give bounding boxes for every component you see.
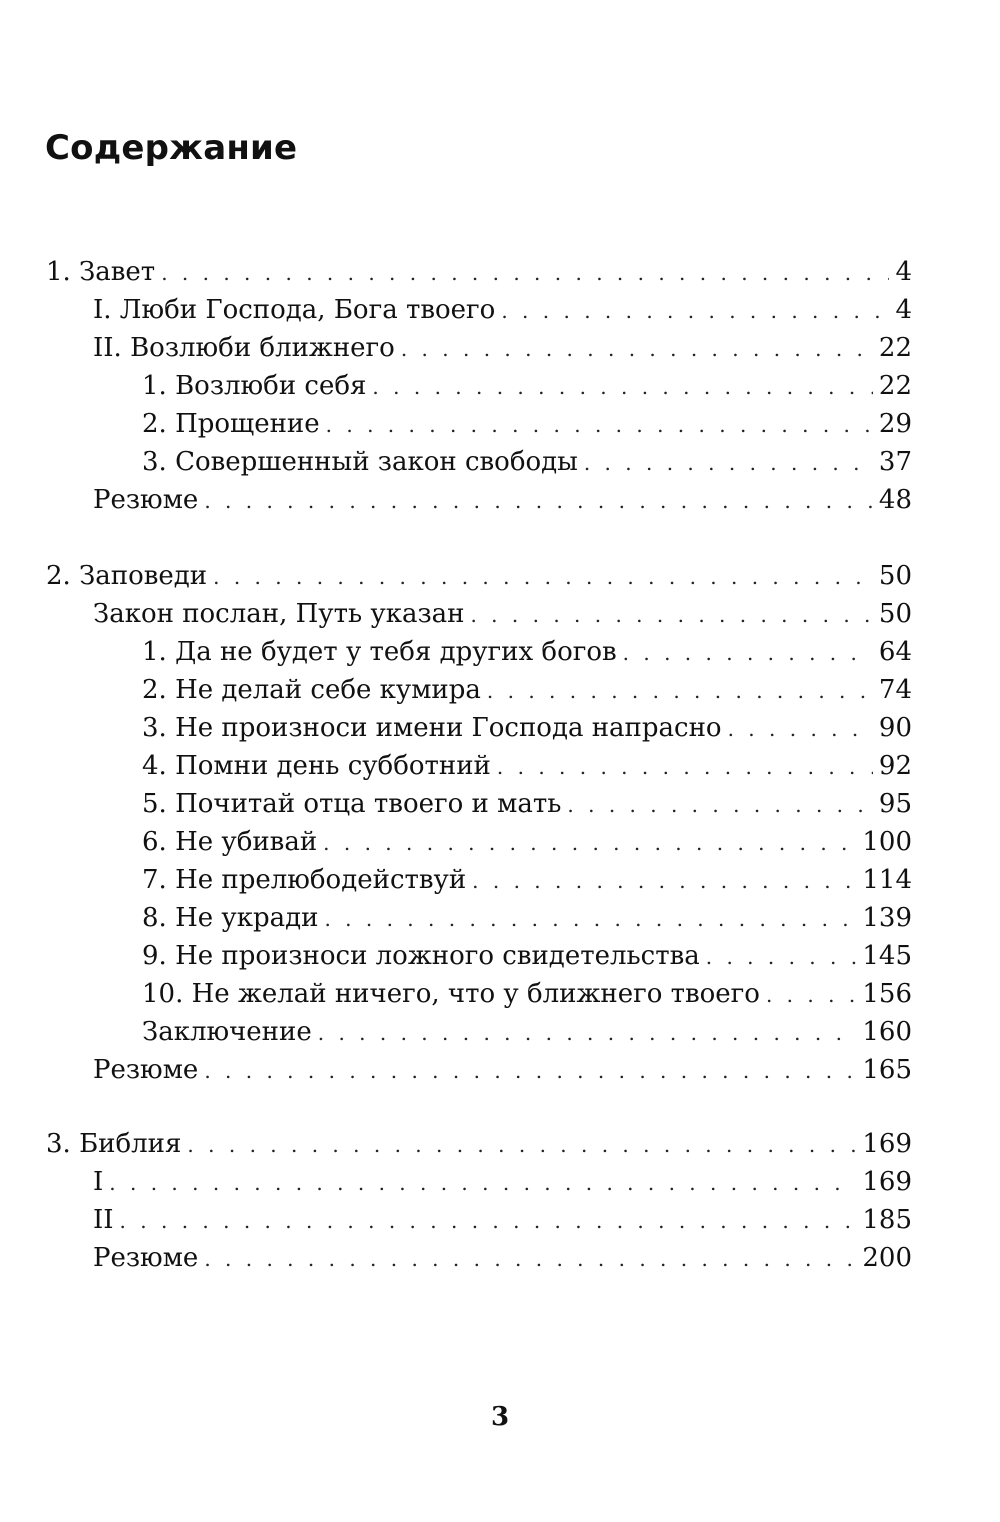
toc-entry-love-god[interactable]: [93, 292, 912, 328]
dot-leader: [487, 673, 873, 709]
toc-entry-commandment-9[interactable]: [142, 938, 912, 974]
toc-entry-summary-2[interactable]: [93, 1052, 912, 1088]
page-title: Содержание: [45, 128, 298, 168]
toc-entry-page: 74: [878, 675, 912, 705]
toc-entry-bible[interactable]: [46, 1126, 912, 1162]
toc-entry-label: II. Возлюби ближнего: [93, 333, 395, 363]
toc-entry-love-self[interactable]: [142, 368, 912, 404]
toc-entry-label: 2. Не делай себе кумира: [142, 675, 481, 705]
dot-leader: [472, 863, 856, 899]
dot-leader: [318, 1015, 857, 1051]
toc-entry-page: 200: [862, 1243, 912, 1273]
toc-entry-label: 2. Заповеди: [46, 561, 208, 591]
toc-entry-page: 37: [878, 447, 912, 477]
toc-entry-summary-1[interactable]: [93, 482, 912, 518]
toc-entry-page: 4: [895, 257, 912, 287]
toc-entry-page: 22: [878, 333, 912, 363]
toc-entry-label: Резюме: [93, 1055, 199, 1085]
toc-entry-page: 114: [862, 865, 912, 895]
dot-leader: [161, 255, 889, 291]
toc-entry-page: 160: [862, 1017, 912, 1047]
dot-leader: [401, 331, 873, 367]
toc-entry-perfect-law[interactable]: [142, 444, 912, 480]
dot-leader: [204, 483, 873, 519]
dot-leader: [623, 635, 873, 671]
toc-entry-page: 22: [878, 371, 912, 401]
dot-leader: [728, 711, 873, 747]
toc-entry-page: 95: [878, 789, 912, 819]
toc-entry-commandment-8[interactable]: [142, 900, 912, 936]
toc-entry-bible-part-2[interactable]: [93, 1202, 912, 1238]
dot-leader: [584, 445, 873, 481]
toc-entry-page: 185: [862, 1205, 912, 1235]
toc-entry-label: 1. Завет: [46, 257, 156, 287]
dot-leader: [497, 749, 873, 785]
toc-entry-covenant[interactable]: [46, 254, 912, 290]
toc-entry-label: 1. Возлюби себя: [142, 371, 367, 401]
toc-entry-commandment-6[interactable]: [142, 824, 912, 860]
dot-leader: [501, 293, 889, 329]
toc-entry-commandment-7[interactable]: [142, 862, 912, 898]
toc-entry-label: Закон послан, Путь указан: [93, 599, 465, 629]
dot-leader: [567, 787, 873, 823]
toc-entry-page: 139: [862, 903, 912, 933]
toc-entry-label: 3. Совершенный закон свободы: [142, 447, 578, 477]
toc-entry-label: 2. Прощение: [142, 409, 320, 439]
toc-entry-commandment-2[interactable]: [142, 672, 912, 708]
dot-leader: [204, 1053, 856, 1089]
toc-entry-label: Резюме: [93, 485, 199, 515]
dot-leader: [706, 939, 857, 975]
toc-entry-label: 3. Библия: [46, 1129, 182, 1159]
toc-entry-label: 4. Помни день субботний: [142, 751, 491, 781]
toc-entry-page: 4: [895, 295, 912, 325]
toc-entry-label: 8. Не укради: [142, 903, 319, 933]
dot-leader: [766, 977, 856, 1013]
toc-entry-page: 29: [878, 409, 912, 439]
toc-entry-commandment-5[interactable]: [142, 786, 912, 822]
dot-leader: [109, 1165, 856, 1201]
toc-entry-page: 50: [878, 561, 912, 591]
toc-entry-label: II: [93, 1205, 114, 1235]
toc-entry-summary-3[interactable]: [93, 1240, 912, 1276]
toc-entry-page: 90: [878, 713, 912, 743]
dot-leader: [324, 901, 856, 937]
toc-entry-page: 165: [862, 1055, 912, 1085]
toc-entry-label: I: [93, 1167, 104, 1197]
toc-entry-label: Заключение: [142, 1017, 312, 1047]
toc-entry-label: 1. Да не будет у тебя других богов: [142, 637, 617, 667]
toc-entry-page: 48: [878, 485, 912, 515]
toc-entry-label: 10. Не желай ничего, что у ближнего твоего: [142, 979, 760, 1009]
toc-entry-label: 7. Не прелюбодействуй: [142, 865, 467, 895]
toc-entry-label: 3. Не произноси имени Господа напрасно: [142, 713, 722, 743]
toc-entry-label: 6. Не убивай: [142, 827, 318, 857]
toc-entry-law-sent[interactable]: [93, 596, 912, 632]
dot-leader: [187, 1127, 856, 1163]
toc-entry-conclusion[interactable]: [142, 1014, 912, 1050]
dot-leader: [213, 559, 873, 595]
toc-entry-page: 145: [862, 941, 912, 971]
dot-leader: [372, 369, 872, 405]
toc-entry-page: 64: [878, 637, 912, 667]
toc-entry-commandment-10[interactable]: [142, 976, 912, 1012]
toc-entry-forgiveness[interactable]: [142, 406, 912, 442]
dot-leader: [120, 1203, 857, 1239]
toc-entry-label: 5. Почитай отца твоего и мать: [142, 789, 562, 819]
dot-leader: [326, 407, 873, 443]
dot-leader: [204, 1241, 856, 1277]
toc-entry-page: 156: [862, 979, 912, 1009]
toc-entry-commandments[interactable]: [46, 558, 912, 594]
toc-entry-love-neighbor[interactable]: [93, 330, 912, 366]
toc-entry-bible-part-1[interactable]: [93, 1164, 912, 1200]
page-number: 3: [490, 1402, 510, 1432]
toc-entry-label: Резюме: [93, 1243, 199, 1273]
toc-entry-page: 50: [878, 599, 912, 629]
toc-entry-label: 9. Не произноси ложного свидетельства: [142, 941, 700, 971]
toc-entry-commandment-4[interactable]: [142, 748, 912, 784]
toc-entry-label: I. Люби Господа, Бога твоего: [93, 295, 496, 325]
toc-entry-page: 169: [862, 1129, 912, 1159]
toc-entry-commandment-1[interactable]: [142, 634, 912, 670]
toc-entry-page: 100: [862, 827, 912, 857]
toc-entry-commandment-3[interactable]: [142, 710, 912, 746]
toc-entry-page: 169: [862, 1167, 912, 1197]
toc-entry-page: 92: [878, 751, 912, 781]
dot-leader: [323, 825, 856, 861]
dot-leader: [470, 597, 872, 633]
